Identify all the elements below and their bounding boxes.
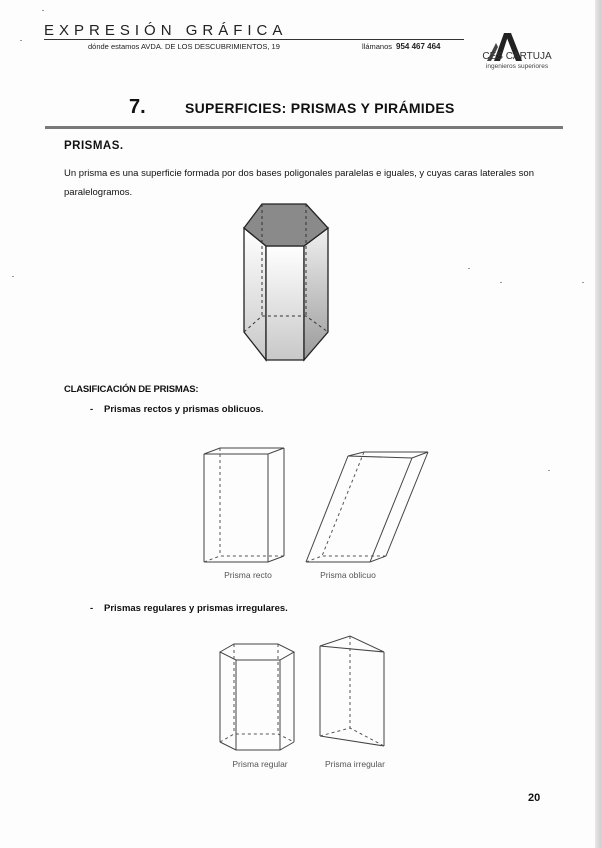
page-edge-shadow bbox=[595, 0, 601, 848]
classification-title: CLASIFICACIÓN DE PRISMAS: bbox=[64, 384, 199, 395]
prisma-regular-figure bbox=[216, 638, 306, 758]
caption-prisma-oblicuo: Prisma oblicuo bbox=[320, 570, 376, 580]
scan-speck bbox=[42, 10, 44, 11]
caption-prisma-regular: Prisma regular bbox=[232, 759, 288, 769]
header-underline bbox=[44, 39, 464, 40]
bullet-dash: - bbox=[90, 404, 94, 415]
scan-speck bbox=[500, 282, 502, 283]
chapter-number: 7. bbox=[129, 96, 146, 118]
hexagonal-prism-figure bbox=[240, 198, 360, 368]
scan-speck bbox=[582, 282, 584, 283]
section-divider bbox=[45, 126, 563, 129]
caption-prisma-recto: Prisma recto bbox=[224, 570, 272, 580]
logo-subtitle: ingenieros superiores bbox=[485, 63, 549, 70]
header-address: dónde estamos AVDA. DE LOS DESCUBRIMIENTOS, 19 bbox=[88, 42, 280, 51]
phone-number: 954 467 464 bbox=[396, 42, 441, 51]
scan-speck bbox=[548, 470, 550, 471]
prisma-irregular-figure bbox=[314, 632, 394, 752]
bullet-dash: - bbox=[90, 603, 94, 614]
chapter-title: SUPERFICIES: PRISMAS Y PIRÁMIDES bbox=[185, 100, 455, 116]
bullet-label: Prismas rectos y prismas oblicuos. bbox=[104, 404, 264, 415]
bullet-item-regular-irregular bbox=[90, 603, 288, 614]
definition-paragraph: Un prisma es una superficie formada por dos bases poligonales paralelas e iguales, y cuyas caras laterales son paralelogramos. bbox=[64, 168, 534, 198]
logo-name: CES CARTUJA bbox=[482, 51, 552, 62]
caption-prisma-irregular: Prisma irregular bbox=[325, 759, 385, 769]
section-title: PRISMAS. bbox=[64, 140, 124, 152]
prisma-oblicuo-figure bbox=[302, 450, 432, 570]
scan-speck bbox=[12, 276, 14, 277]
prisma-recto-figure bbox=[202, 444, 292, 569]
header-title: EXPRESIÓN GRÁFICA bbox=[44, 22, 288, 39]
scan-speck bbox=[468, 268, 470, 269]
bullet-label: Prismas regulares y prismas irregulares. bbox=[104, 603, 288, 614]
bullet-item-recto-oblicuo bbox=[90, 404, 263, 415]
page-number: 20 bbox=[528, 792, 541, 804]
scan-speck bbox=[20, 40, 22, 41]
header-phone-block bbox=[362, 42, 441, 51]
call-label: llámanos bbox=[362, 42, 393, 51]
